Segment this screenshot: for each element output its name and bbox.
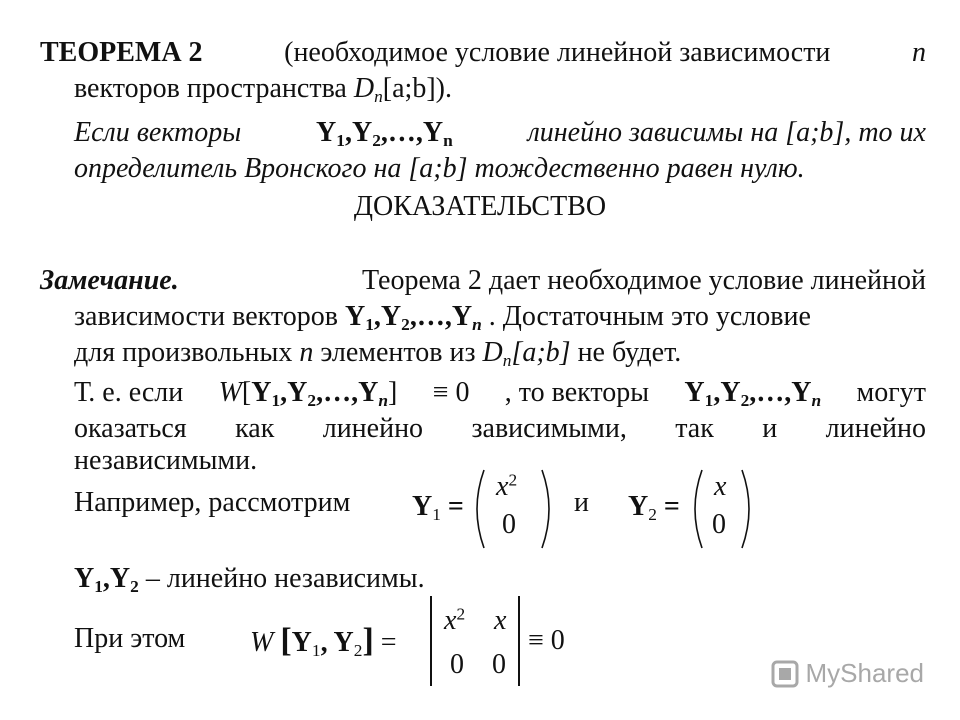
theorem-paren-text: (необходимое условие линейной зависимости bbox=[284, 37, 831, 68]
remark-line-4: Т. е. если $W[Y_1,Y_2,\dots,Y_n]$ ≡ 0 , то векторы $Y_1,Y_2,\dots,Y_n$ могут bbox=[74, 377, 926, 410]
vector-list: $Y_1,Y_2,\dots,Y_n$ bbox=[316, 117, 453, 150]
y2-entry-top: x bbox=[714, 471, 727, 502]
independence-line: $Y_1,Y_2$ – линейно независимы. bbox=[74, 563, 425, 596]
y1-entry-top: $x^2$ bbox=[496, 470, 518, 502]
y2-entry-bottom: 0 bbox=[712, 509, 726, 540]
remark-line-3: для произвольных n элементов из $D_n[a;b]$ не будет. bbox=[74, 337, 682, 370]
watermark-text: MyShared bbox=[805, 658, 924, 688]
theorem-line-1 bbox=[40, 36, 926, 70]
det-result: ≡ 0 bbox=[528, 625, 565, 656]
remark-line-1: Замечание. Теорема 2 дает необходимое условие линейной bbox=[40, 265, 926, 296]
det-bar-left bbox=[430, 596, 432, 686]
det-entry-12: x bbox=[494, 605, 507, 636]
remark-line-6: независимыми. bbox=[74, 445, 258, 476]
theorem-line-2: векторов пространства $D_n[a;b]$). bbox=[74, 73, 452, 106]
y1-label: $Y_1$ = bbox=[412, 491, 464, 524]
myshared-logo-icon bbox=[770, 659, 800, 689]
det-entry-21: 0 bbox=[450, 649, 464, 680]
det-bar-right bbox=[518, 596, 520, 686]
remark-line-5: оказаться как линейно зависимыми, так и линейно bbox=[74, 413, 926, 444]
and-word: и bbox=[574, 487, 589, 518]
theorem-n: n bbox=[911, 37, 926, 68]
y2-label: $Y_2$ = bbox=[628, 491, 680, 524]
det-entry-22: 0 bbox=[492, 649, 506, 680]
theorem-statement-1: Если векторы $Y_1,Y_2,\dots,Y_n$ линейно зависимы на [a;b], то их bbox=[74, 117, 926, 150]
remark-label: Замечание. bbox=[40, 265, 179, 296]
example-label: Например, рассмотрим bbox=[74, 487, 351, 518]
wronskian-lhs: W [$Y_1$, $Y_2$] = bbox=[250, 622, 397, 660]
at-this-label: При этом bbox=[74, 623, 186, 654]
theorem-label: ТЕОРЕМА 2 bbox=[40, 37, 203, 68]
remark-line-2: зависимости векторов $Y_1,Y_2,\dots,Y_n$ . Достаточным это условие bbox=[74, 301, 811, 334]
theorem-statement-2: определитель Вронского на [a;b] тождественно равен нулю. bbox=[74, 153, 805, 184]
watermark-logo bbox=[770, 658, 925, 689]
y1-entry-bottom: 0 bbox=[502, 509, 516, 540]
det-entry-11: $x^2$ bbox=[444, 604, 466, 636]
proof-heading: ДОКАЗАТЕЛЬСТВО bbox=[353, 191, 607, 222]
